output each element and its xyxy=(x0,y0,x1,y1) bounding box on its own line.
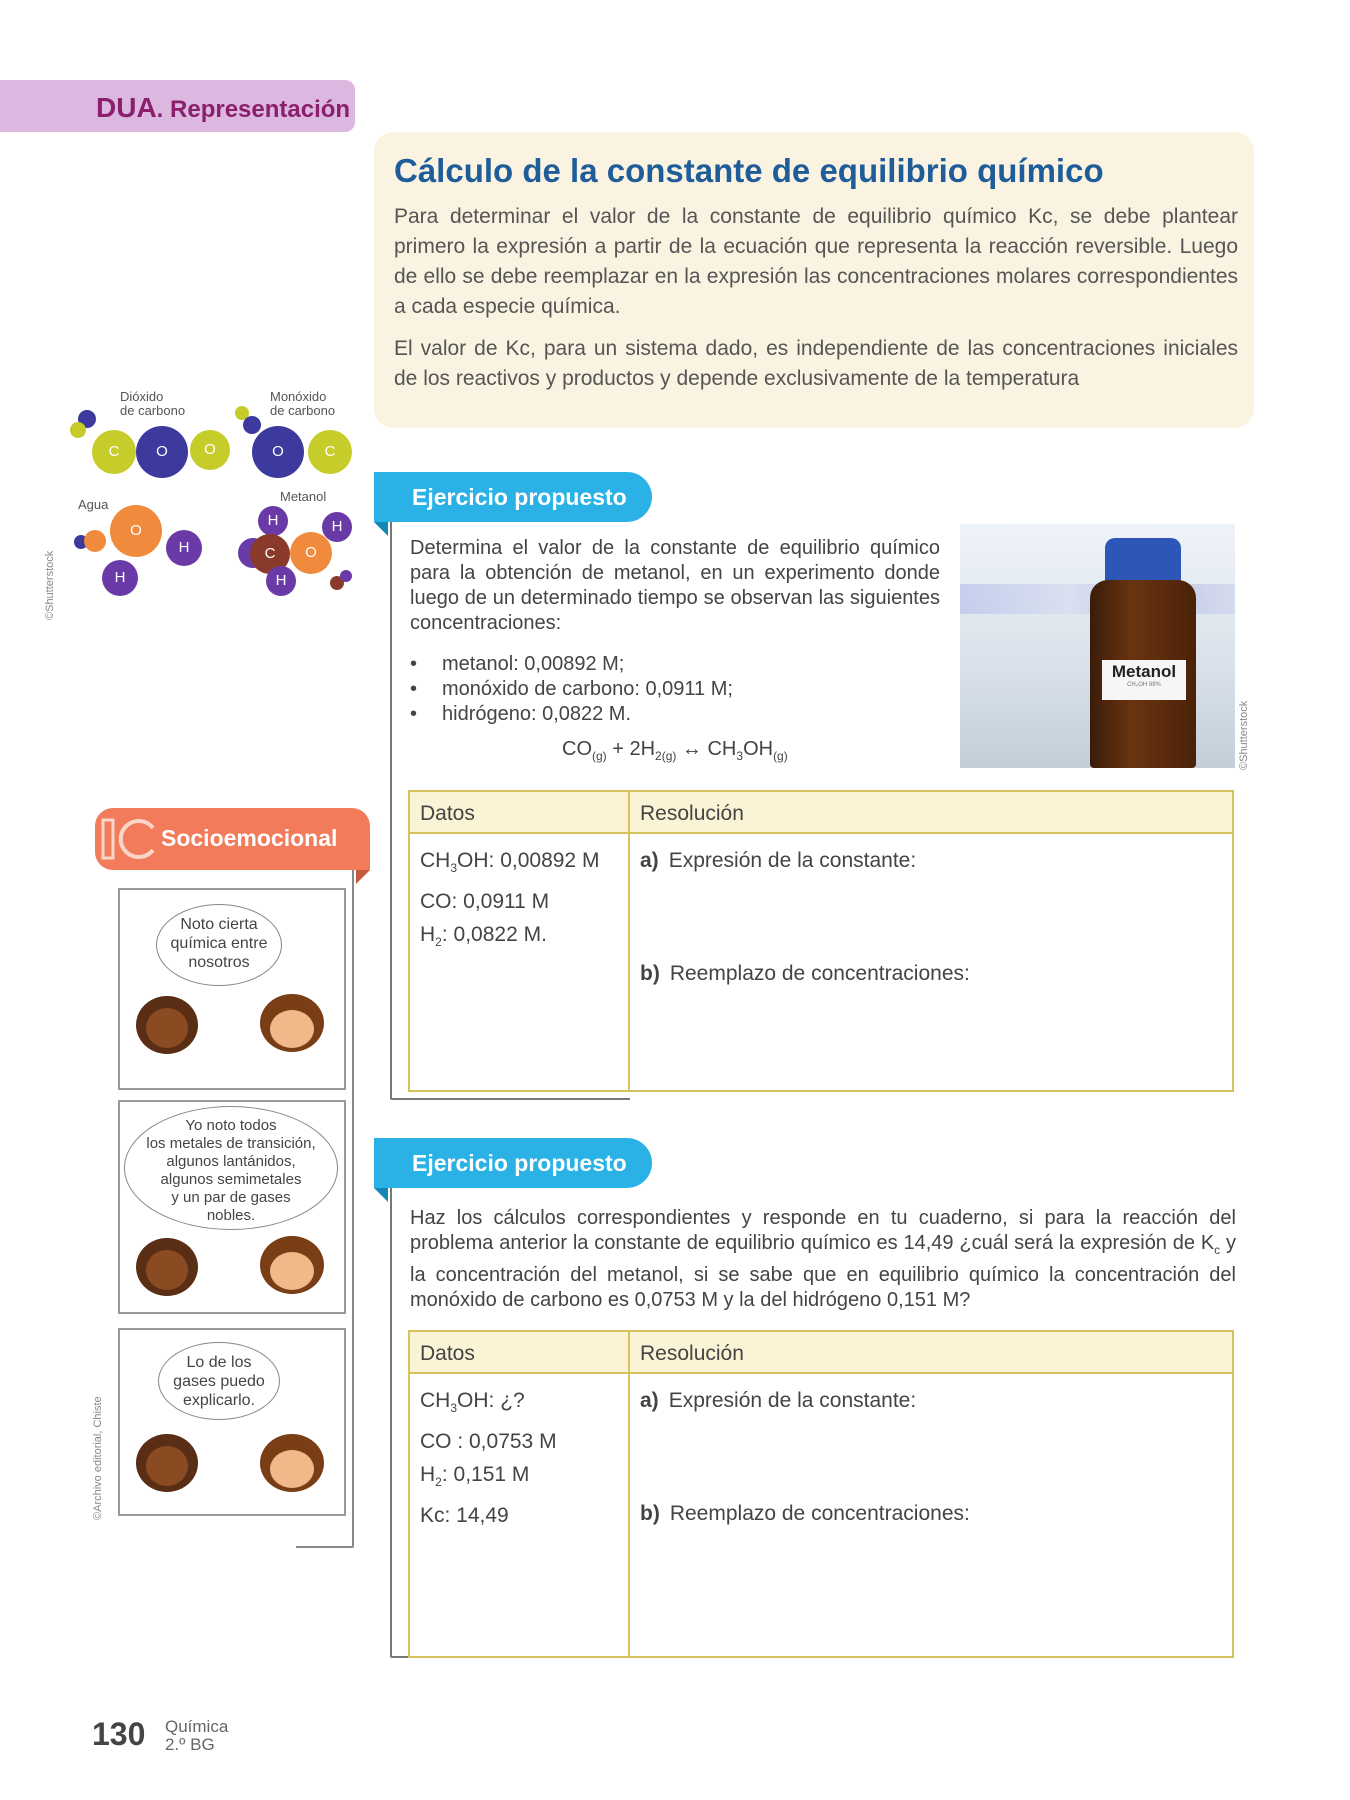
data-row: CO : 0,0753 M xyxy=(420,1430,557,1454)
resolucion-cell xyxy=(629,833,1233,1091)
water-mini-atom xyxy=(84,530,106,552)
col-datos: Datos xyxy=(409,1331,629,1373)
data-row: $CH_3OH$: ¿? xyxy=(420,1389,525,1416)
exercise2-tab-fold xyxy=(374,1188,388,1202)
data-row: $H_2$: 0,151 M xyxy=(420,1463,530,1490)
girl-face xyxy=(136,1238,198,1296)
socio-fold xyxy=(356,870,370,884)
bullet-item: • hidrógeno: 0,0822 M. xyxy=(410,703,632,725)
resolution-step-a: a) Expresión de la constante: xyxy=(640,849,917,872)
atom-hydrogen: H xyxy=(322,512,352,542)
data-row: Kc: 14,49 xyxy=(420,1504,509,1528)
speech-bubble: Noto cierta química entre nosotros xyxy=(156,904,282,986)
exercise2-tab xyxy=(374,1138,652,1188)
molecules-credit: ©Shutterstock xyxy=(44,550,56,620)
bottle-cap xyxy=(1105,538,1181,586)
exercise1-tab xyxy=(374,472,652,522)
methanol-mini-atom xyxy=(340,570,352,582)
footer-subject xyxy=(165,1718,228,1754)
water-label: Agua xyxy=(78,497,109,512)
col-resolucion: Resolución xyxy=(629,1331,1233,1373)
methanol-label: Metanol xyxy=(280,489,327,504)
exercise2-text: Haz los cálculos correspondientes y responde en tu cuaderno, si para la reacción del problema anterior la constante de equilibrio químico es 14,49 ¿cuál será la expresión de $K_c$ y la concentración del metanol, si se sabe que en equilibrio químico la concentración del monóxido de carbono es 0,0753 M y la del hidrógeno 0,151 M? xyxy=(410,1207,1236,1311)
col-resolucion: Resolución xyxy=(629,791,1233,833)
footer-subject-name: Química xyxy=(165,1717,229,1736)
exercise1-rule-bottom xyxy=(390,1098,630,1100)
girl-face xyxy=(136,996,198,1054)
exercise1-rule xyxy=(390,520,392,1098)
co-label-1: Monóxido xyxy=(270,389,327,404)
dua-bold: DUA xyxy=(96,92,157,123)
atom-hydrogen: H xyxy=(266,566,296,596)
atom-hydrogen: H xyxy=(166,530,202,566)
col-datos: Datos xyxy=(409,791,629,833)
atom-oxygen: O xyxy=(290,532,332,574)
photo-credit: ©Shutterstock xyxy=(1238,700,1250,770)
datos-cell xyxy=(409,833,629,1091)
co-label-2: de carbono xyxy=(270,403,336,418)
reaction-equation: $CO_{(g)} + 2H_{2(g)}$ ↔ $CH_3OH_{(g)}$ xyxy=(562,738,788,763)
boy-face xyxy=(260,1434,324,1492)
exercise2-table xyxy=(408,1330,1234,1658)
exercise1-tab-label: Ejercicio propuesto xyxy=(412,484,627,510)
comic-panel-2 xyxy=(118,1100,346,1314)
data-row: CO: 0,0911 M xyxy=(420,890,550,914)
bottle-label: Metanol CH₃OH 99% xyxy=(1102,660,1186,700)
exercise1-bullets xyxy=(410,652,733,727)
resolution-step-a: a) Expresión de la constante: xyxy=(640,1389,917,1412)
footer-grade: 2.º BG xyxy=(165,1735,215,1754)
co-mini-atom xyxy=(243,416,261,434)
socio-rule xyxy=(352,870,354,1546)
atom-hydrogen: H xyxy=(258,506,288,536)
bullet-item: • metanol: 0,00892 M; xyxy=(410,653,625,675)
dua-tab xyxy=(0,80,355,132)
resolution-step-b: b) Reemplazo de concentraciones: xyxy=(640,962,970,985)
exercise1-text: Determina el valor de la constante de equilibrio químico para la obtención de metanol, en un experimento donde luego de un determinado tiempo se observan las siguientes concentraciones: xyxy=(410,537,940,634)
atom-oxygen: O xyxy=(252,426,304,478)
molecules-illustration xyxy=(40,380,370,630)
exercise2-tab-label: Ejercicio propuesto xyxy=(412,1150,627,1176)
atom-carbon: C xyxy=(92,430,136,474)
exercise1-tab-fold xyxy=(374,522,388,536)
socio-title: Socioemocional xyxy=(161,825,338,851)
atom-hydrogen: H xyxy=(102,560,138,596)
comic-panel-1 xyxy=(118,888,346,1090)
co2-label-1: Dióxido xyxy=(120,389,164,404)
atom-oxygen: O xyxy=(136,426,188,478)
speech-bubble: Yo noto todos los metales de transición, algunos lantánidos, algunos semimetales y un par de gases nobles. xyxy=(124,1106,338,1230)
girl-face xyxy=(136,1434,198,1492)
data-row: $CH_3OH$: 0,00892 M xyxy=(420,849,600,876)
resolucion-cell xyxy=(629,1373,1233,1657)
atom-oxygen: O xyxy=(110,505,162,557)
socioemocional-header xyxy=(95,808,370,870)
dua-rest: . Representación xyxy=(156,96,351,123)
atom-carbon: C xyxy=(308,430,352,474)
methanol-bottle-photo xyxy=(960,524,1235,768)
concept-paragraph-1: Para determinar el valor de la constante de equilibrio químico Kc, se debe plantear primero la expresión a partir de la ecuación que representa la reacción reversible. Luego de ello se debe reemplazar en la expresión las concentraciones molares correspondientes a cada especie química. xyxy=(394,205,1238,318)
socio-rule-bottom xyxy=(296,1546,354,1548)
comic-panel-3 xyxy=(118,1328,346,1516)
atom-carbon: C xyxy=(250,534,290,574)
atom-oxygen: O xyxy=(190,430,230,470)
boy-face xyxy=(260,994,324,1052)
co2-label-2: de carbono xyxy=(120,403,186,418)
exercise2-rule xyxy=(390,1186,392,1656)
boy-face xyxy=(260,1236,324,1294)
bullet-item: • monóxido de carbono: 0,0911 M; xyxy=(410,678,733,700)
socio-logo-icon xyxy=(99,816,157,862)
concept-paragraph-2: El valor de Kc, para un sistema dado, es independiente de las concentraciones iniciales de los reactivos y productos y depende exclusivamente de la temperatura xyxy=(394,337,1238,390)
comic-credit: ©Archivo editorial, Chiste xyxy=(92,1396,104,1520)
resolution-step-b: b) Reemplazo de concentraciones: xyxy=(640,1502,970,1525)
datos-cell xyxy=(409,1373,629,1657)
page-number: 130 xyxy=(92,1716,146,1752)
data-row: $H_2$: 0,0822 M. xyxy=(420,923,547,950)
exercise1-table xyxy=(408,790,1234,1092)
concept-title: Cálculo de la constante de equilibrio químico xyxy=(394,152,1104,189)
co2-mini-atom xyxy=(70,422,86,438)
speech-bubble: Lo de los gases puedo explicarlo. xyxy=(158,1342,280,1420)
concept-box xyxy=(374,132,1254,428)
